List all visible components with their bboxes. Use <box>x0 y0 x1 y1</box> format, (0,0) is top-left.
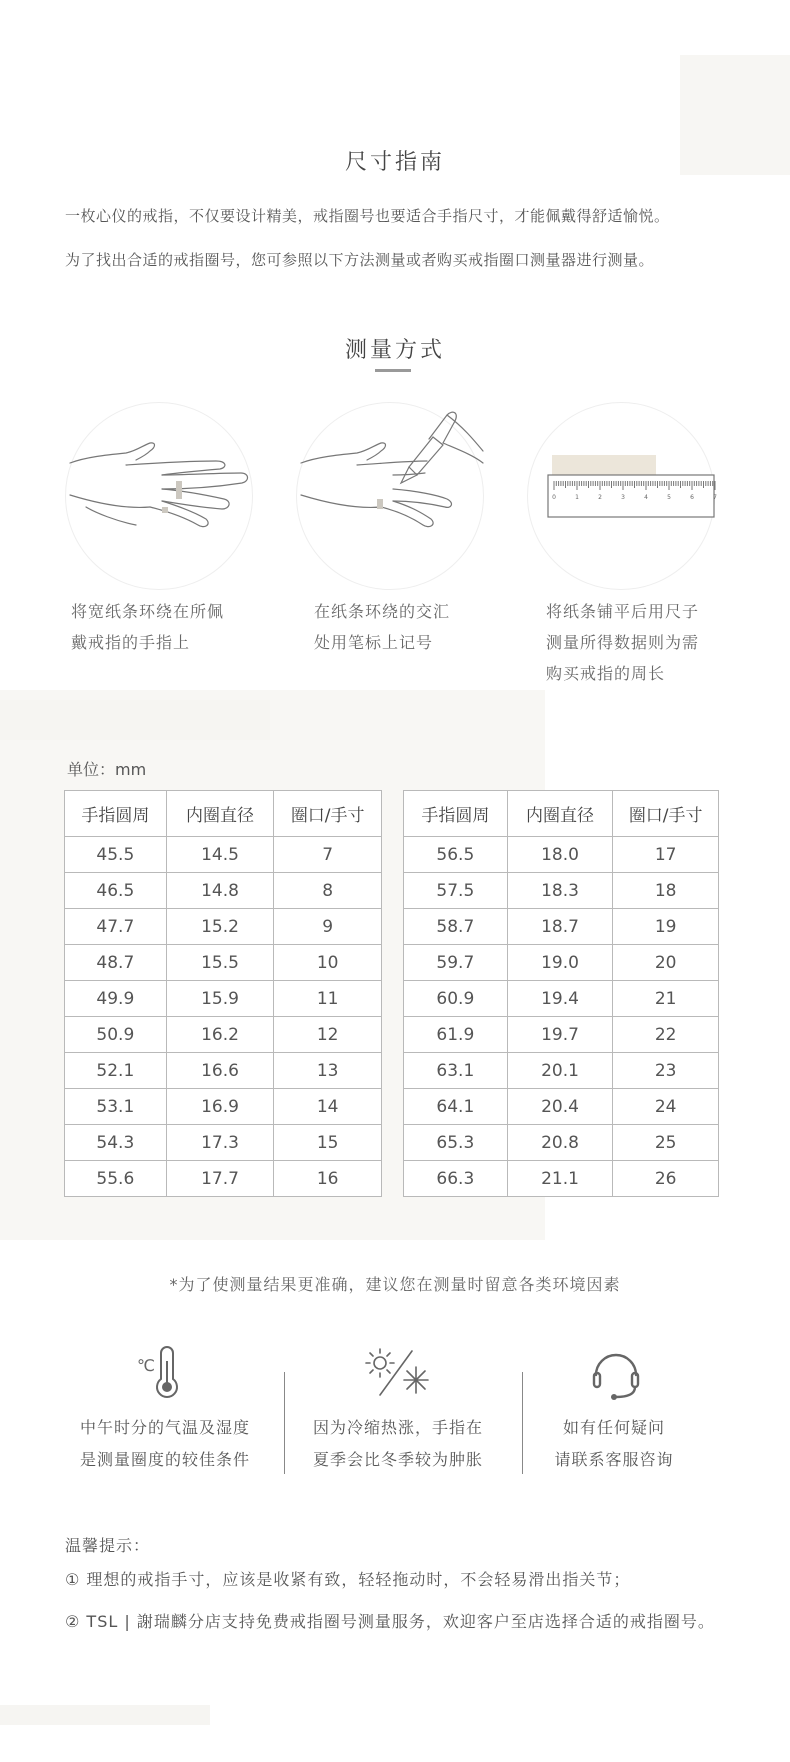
table-cell: 15.9 <box>166 981 274 1017</box>
table-cell: 61.9 <box>404 1017 508 1053</box>
ruler-tick-label: 7 <box>713 494 717 501</box>
step-line: 将纸条铺平后用尺子 <box>546 602 700 621</box>
thermometer-icon <box>135 1345 185 1401</box>
table-cell: 16.2 <box>166 1017 274 1053</box>
column-header-ring-size: 圈口/手寸 <box>613 791 719 837</box>
table-cell: 15.2 <box>166 909 274 945</box>
page-title: 尺寸指南 <box>344 150 445 175</box>
step-illustration-2 <box>296 402 484 590</box>
table-cell: 8 <box>274 873 382 909</box>
table-cell: 48.7 <box>65 945 167 981</box>
unit-label: 单位：mm <box>67 760 147 779</box>
ruler-tick-label: 4 <box>644 494 648 501</box>
size-table-left <box>64 790 382 1197</box>
table-row <box>404 873 719 909</box>
step-line: 测量所得数据则为需 <box>546 633 700 652</box>
table-cell: 10 <box>274 945 382 981</box>
table-row <box>65 981 382 1017</box>
table-cell: 52.1 <box>65 1053 167 1089</box>
table-cell: 24 <box>613 1089 719 1125</box>
ruler-icon <box>528 403 717 589</box>
table-cell: 47.7 <box>65 909 167 945</box>
tip-line: 夏季会比冬季较为肿胀 <box>312 1450 483 1469</box>
ruler-tick-label: 0 <box>552 494 556 501</box>
table-cell: 57.5 <box>404 873 508 909</box>
table-cell: 23 <box>613 1053 719 1089</box>
table-cell: 20.1 <box>507 1053 613 1089</box>
table-cell: 21 <box>613 981 719 1017</box>
warm-tips-title: 温馨提示： <box>65 1536 151 1555</box>
ruler-tick-label: 2 <box>598 494 602 501</box>
column-header-inner-diameter: 内圈直径 <box>166 791 274 837</box>
tip-line: 中午时分的气温及湿度 <box>79 1418 250 1437</box>
title-underline <box>375 369 411 372</box>
step-line: 购买戒指的周长 <box>546 664 666 683</box>
table-cell: 11 <box>274 981 382 1017</box>
table-cell: 58.7 <box>404 909 508 945</box>
table-cell: 16.9 <box>166 1089 274 1125</box>
table-cell: 45.5 <box>65 837 167 873</box>
table-row <box>404 981 719 1017</box>
tip-text-3 <box>499 1412 729 1476</box>
hand-paper-strip-icon <box>66 403 252 589</box>
table-row <box>65 1053 382 1089</box>
step-line: 戴戒指的手指上 <box>71 633 191 652</box>
table-cell: 20.4 <box>507 1089 613 1125</box>
table-cell: 19 <box>613 909 719 945</box>
table-cell: 16 <box>274 1161 382 1197</box>
size-table-right <box>403 790 719 1197</box>
table-cell: 15.5 <box>166 945 274 981</box>
step-line: 处用笔标上记号 <box>314 633 434 652</box>
table-cell: 19.4 <box>507 981 613 1017</box>
table-cell: 17.7 <box>166 1161 274 1197</box>
ruler-tick-label: 6 <box>690 494 694 501</box>
table-cell: 18.3 <box>507 873 613 909</box>
table-cell: 26 <box>613 1161 719 1197</box>
intro-line: 为了找出合适的戒指圈号，您可参照以下方法测量或者购买戒指圈口测量器进行测量。 <box>65 251 655 269</box>
headset-icon <box>588 1345 644 1401</box>
column-header-ring-size: 圈口/手寸 <box>274 791 382 837</box>
celsius-symbol: ℃ <box>137 1356 155 1375</box>
table-cell: 66.3 <box>404 1161 508 1197</box>
table-row <box>404 1125 719 1161</box>
table-row <box>404 837 719 873</box>
step-illustration-3 <box>527 402 715 590</box>
table-cell: 14.8 <box>166 873 274 909</box>
ruler-tick-label: 5 <box>667 494 671 501</box>
column-header-circumference: 手指圆周 <box>404 791 508 837</box>
table-cell: 60.9 <box>404 981 508 1017</box>
section-title-method: 测量方式 <box>344 338 445 363</box>
step-text-2 <box>314 596 514 658</box>
table-cell: 18 <box>613 873 719 909</box>
table-row <box>404 1161 719 1197</box>
warm-tip-item-1: ① 理想的戒指手寸，应该是收紧有致，轻轻拖动时，不会轻易滑出指关节； <box>65 1570 631 1589</box>
table-cell: 46.5 <box>65 873 167 909</box>
table-cell: 64.1 <box>404 1089 508 1125</box>
table-cell: 17.3 <box>166 1125 274 1161</box>
background-strip <box>0 700 270 740</box>
table-cell: 65.3 <box>404 1125 508 1161</box>
step-line: 将宽纸条环绕在所佩 <box>71 602 225 621</box>
table-row <box>404 945 719 981</box>
table-row <box>404 909 719 945</box>
tip-line: 如有任何疑问 <box>562 1418 665 1437</box>
table-cell: 54.3 <box>65 1125 167 1161</box>
column-header-circumference: 手指圆周 <box>65 791 167 837</box>
table-cell: 25 <box>613 1125 719 1161</box>
table-row <box>65 1017 382 1053</box>
table-cell: 21.1 <box>507 1161 613 1197</box>
tip-text-1 <box>50 1412 280 1476</box>
table-row <box>65 909 382 945</box>
table-cell: 9 <box>274 909 382 945</box>
table-cell: 20.8 <box>507 1125 613 1161</box>
background-strip <box>0 1705 210 1725</box>
table-cell: 19.0 <box>507 945 613 981</box>
table-cell: 56.5 <box>404 837 508 873</box>
table-cell: 14 <box>274 1089 382 1125</box>
tip-line: 因为冷缩热涨，手指在 <box>312 1418 483 1437</box>
table-header-row <box>404 791 719 837</box>
table-cell: 22 <box>613 1017 719 1053</box>
table-cell: 59.7 <box>404 945 508 981</box>
table-row <box>65 1161 382 1197</box>
table-cell: 12 <box>274 1017 382 1053</box>
table-cell: 14.5 <box>166 837 274 873</box>
hand-pen-mark-icon <box>297 403 483 589</box>
table-header-row <box>65 791 382 837</box>
tip-text-2 <box>283 1412 513 1476</box>
warm-tip-item-2: ② TSL | 謝瑞麟分店支持免费戒指圈号测量服务，欢迎客户至店选择合适的戒指圈号。 <box>65 1612 715 1631</box>
measurement-note: *为了使测量结果更准确，建议您在测量时留意各类环境因素 <box>169 1275 621 1294</box>
table-row <box>65 873 382 909</box>
table-row <box>65 1089 382 1125</box>
table-row <box>404 1089 719 1125</box>
table-row <box>65 945 382 981</box>
table-cell: 63.1 <box>404 1053 508 1089</box>
step-text-1 <box>71 596 271 658</box>
step-illustration-1 <box>65 402 253 590</box>
ruler-tick-label: 3 <box>621 494 625 501</box>
step-line: 在纸条环绕的交汇 <box>314 602 451 621</box>
table-cell: 20 <box>613 945 719 981</box>
table-row <box>65 1125 382 1161</box>
column-header-inner-diameter: 内圈直径 <box>507 791 613 837</box>
table-row <box>404 1017 719 1053</box>
step-text-3 <box>546 596 746 689</box>
sun-snowflake-icon <box>362 1345 434 1401</box>
table-row <box>65 837 382 873</box>
table-cell: 17 <box>613 837 719 873</box>
tip-line: 是测量圈度的较佳条件 <box>79 1450 250 1469</box>
table-cell: 16.6 <box>166 1053 274 1089</box>
table-cell: 18.7 <box>507 909 613 945</box>
table-cell: 19.7 <box>507 1017 613 1053</box>
table-row <box>404 1053 719 1089</box>
tip-line: 请联系客服咨询 <box>554 1450 674 1469</box>
table-cell: 49.9 <box>65 981 167 1017</box>
table-cell: 53.1 <box>65 1089 167 1125</box>
table-cell: 50.9 <box>65 1017 167 1053</box>
table-cell: 55.6 <box>65 1161 167 1197</box>
ruler-tick-label: 1 <box>575 494 579 501</box>
intro-line: 一枚心仪的戒指，不仅要设计精美，戒指圈号也要适合手指尺寸，才能佩戴得舒适愉悦。 <box>65 207 670 225</box>
table-cell: 13 <box>274 1053 382 1089</box>
table-cell: 18.0 <box>507 837 613 873</box>
table-cell: 15 <box>274 1125 382 1161</box>
table-cell: 7 <box>274 837 382 873</box>
